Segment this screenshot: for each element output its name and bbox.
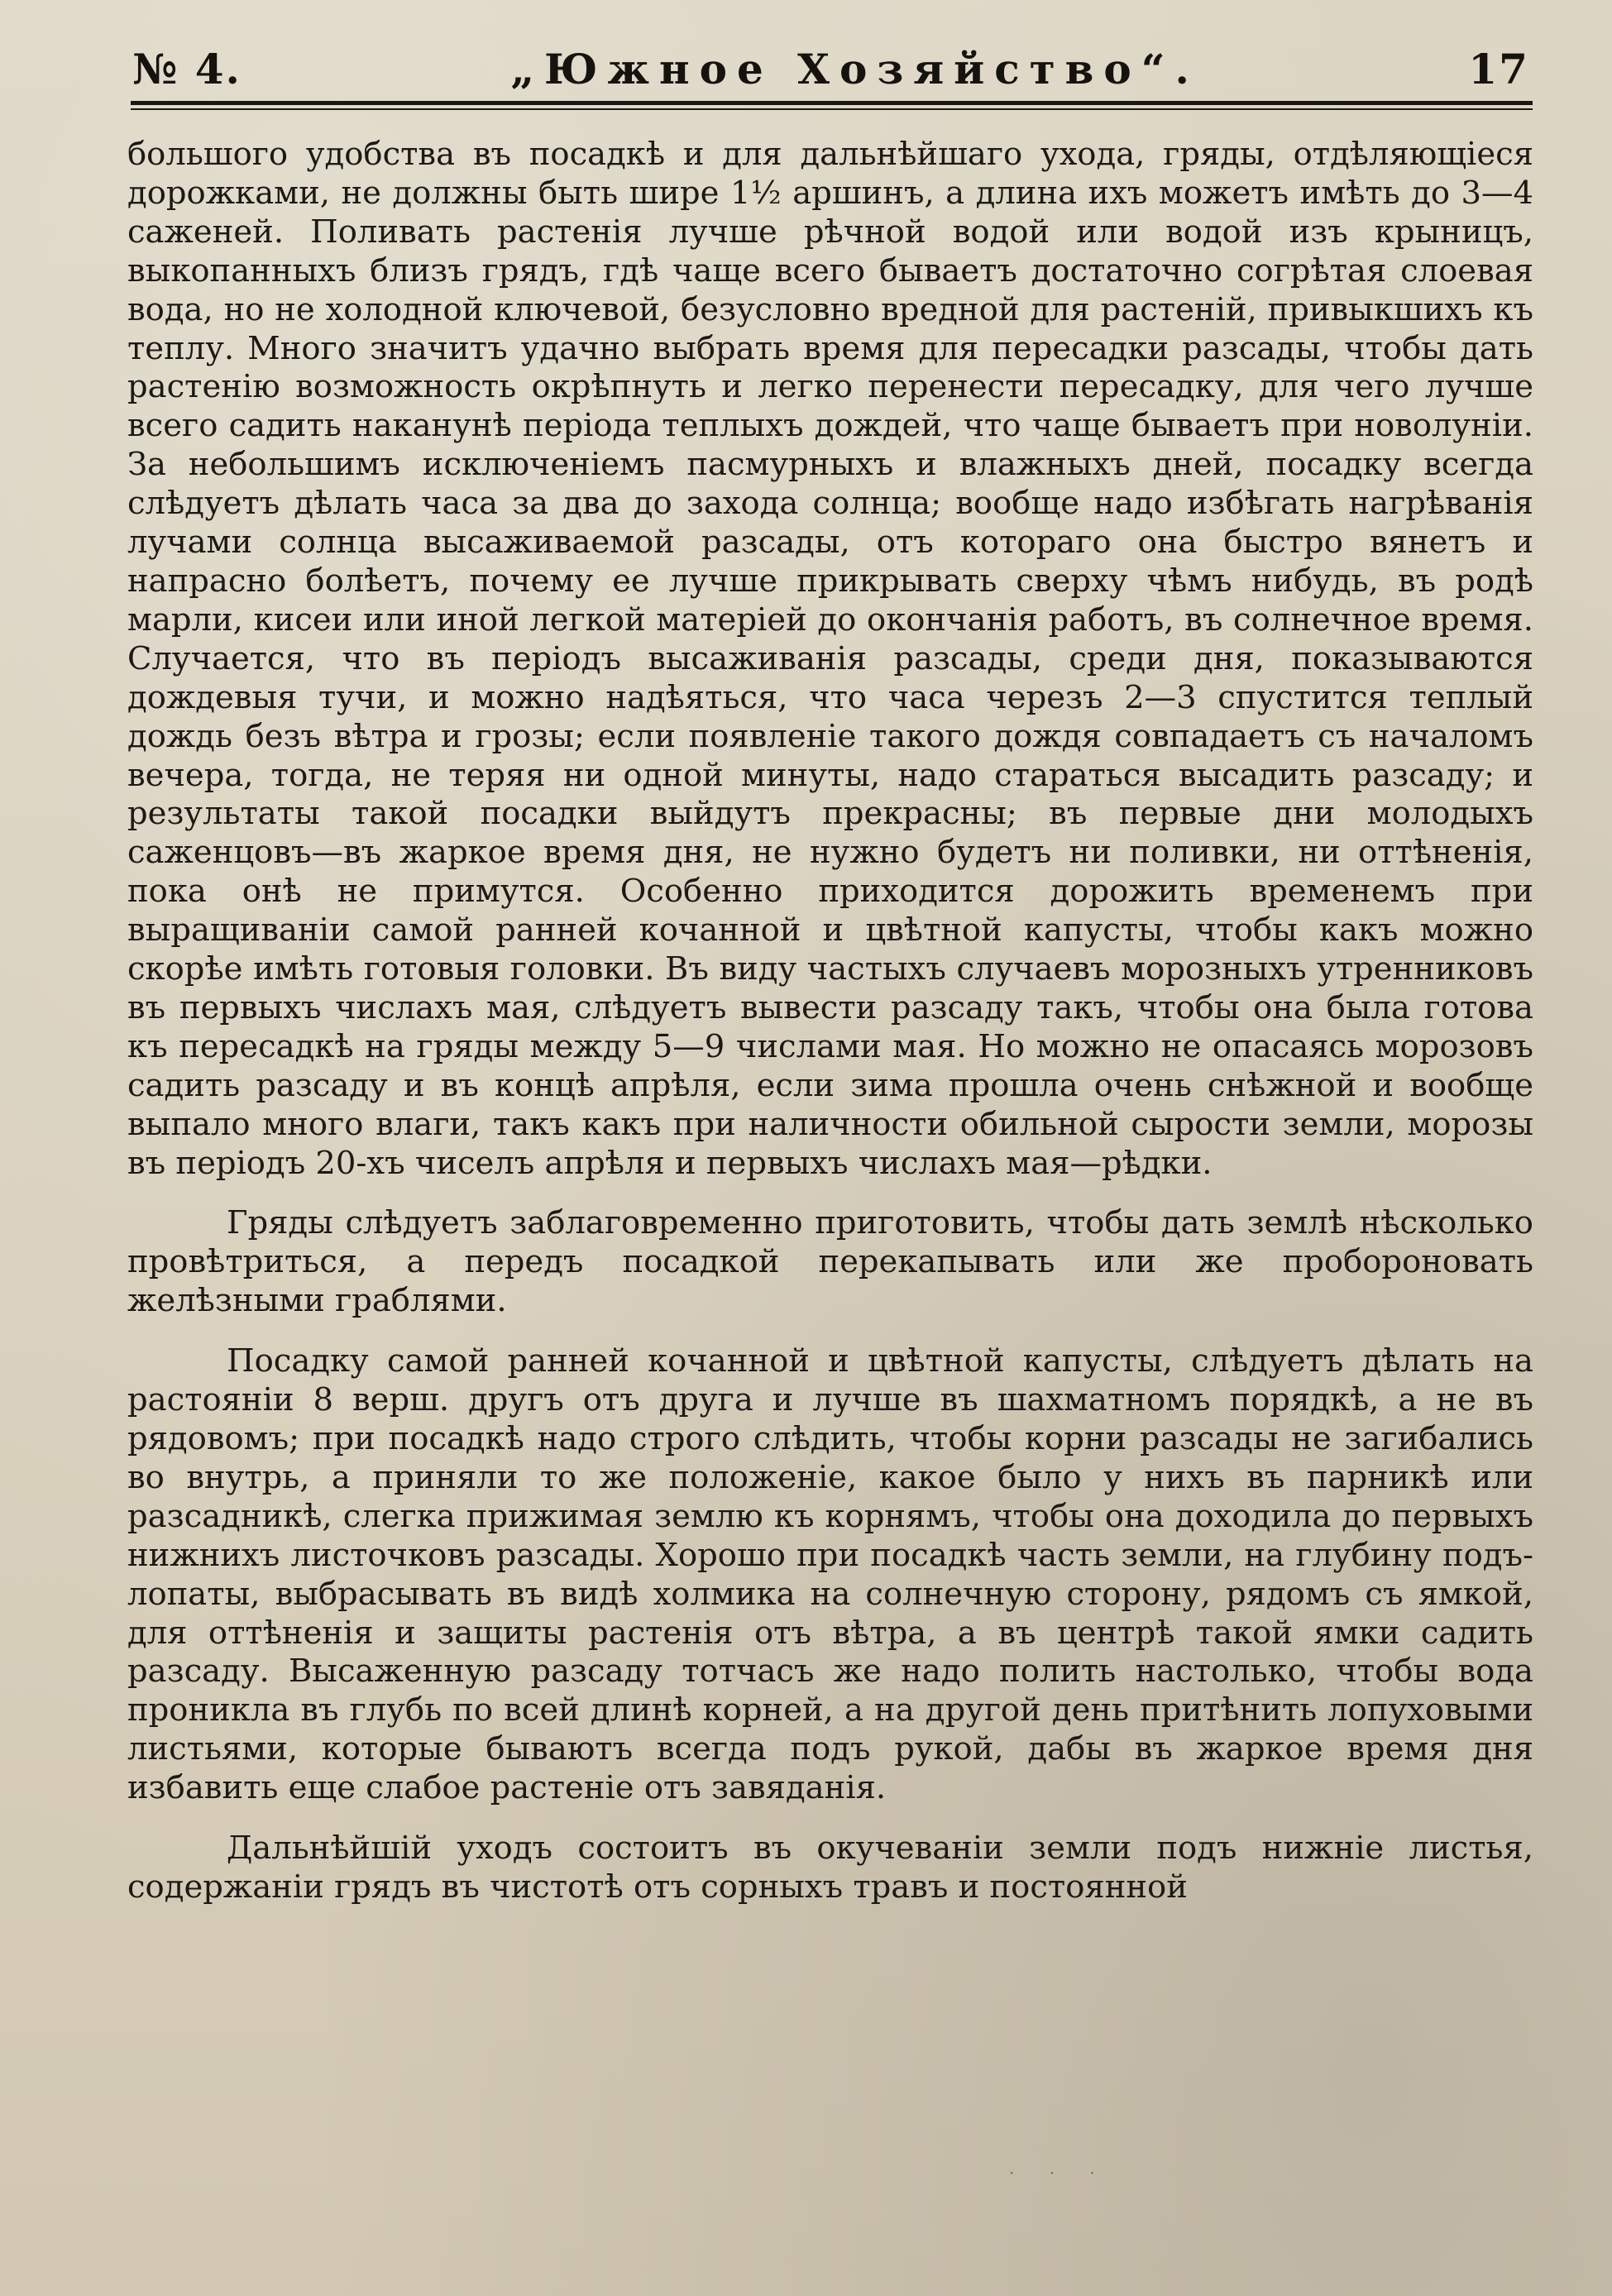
- paragraph: Гряды слѣдуетъ заблаговременно приготовить, чтобы дать землѣ нѣсколько провѣтриться, а передъ посадкой перекапывать или же пробороновать желѣзными граблями.: [127, 1204, 1533, 1320]
- article-body: [127, 136, 1533, 1907]
- page-number: 17: [1468, 45, 1529, 93]
- paragraph-continued: большого удобства въ посадкѣ и для дальнѣйшаго ухода, гряды, отдѣляющіеся дорожками, не должны быть шире 1½ аршинъ, а длина ихъ можетъ имѣть до 3—4 саженей. Поливать растенія лучше рѣчной водой или водой изъ крыницъ, выкопанныхъ близъ грядъ, гдѣ чаще всего бываетъ достаточно согрѣтая слоевая вода, но не холодной ключевой, безусловно вредной для растеній, привыкшихъ къ теплу. Много значитъ удачно выбрать время для пересадки разсады, чтобы дать растенію возможность окрѣпнуть и легко перенести пересадку, для чего лучше всего садить наканунѣ періода теплыхъ дождей, что чаще бываетъ при новолуніи. За небольшимъ исключеніемъ пасмурныхъ и влажныхъ дней, посадку всегда слѣдуетъ дѣлать часа за два до захода солнца; вообще надо избѣгать нагрѣванія лучами солнца высаживаемой разсады, отъ котораго она быстро вянетъ и напрасно болѣетъ, почему ее лучше прикрывать сверху чѣмъ нибудь, въ родѣ марли, кисеи или иной легкой матеріей до окончанія работъ, въ солнечное время. Случается, что въ періодъ высаживанія разсады, среди дня, показываются дождевыя тучи, и можно надѣяться, что часа черезъ 2—3 спустится теплый дождь безъ вѣтра и грозы; если появленіе такого дождя совпадаетъ съ началомъ вечера, тогда, не теряя ни одной минуты, надо стараться высадить разсаду; и результаты такой посадки выйдутъ прекрасны; въ первые дни молодыхъ саженцовъ—въ жаркое время дня, не нужно будетъ ни поливки, ни оттѣненія, пока онѣ не примутся. Особенно приходится дорожить временемъ при выращиваніи самой ранней кочанной и цвѣтной капусты, чтобы какъ можно скорѣе имѣть готовыя головки. Въ виду частыхъ случаевъ морозныхъ утренниковъ въ первыхъ числахъ мая, слѣдуетъ вывести разсаду такъ, чтобы она была готова къ пересадкѣ на гряды между 5—9 числами мая. Но можно не опасаясь морозовъ садить разсаду и въ концѣ апрѣля, если зима прошла очень снѣжной и вообще выпало много влаги, такъ какъ при наличности обильной сырости земли, морозы въ періодъ 20-хъ чиселъ апрѣля и первыхъ числахъ мая—рѣдки.: [127, 136, 1533, 1182]
- issue-number: № 4.: [132, 45, 242, 93]
- running-header: [132, 45, 1529, 103]
- paragraph: Посадку самой ранней кочанной и цвѣтной капусты, слѣдуетъ дѣлать на растояніи 8 верш. другъ отъ друга и лучше въ шахматномъ порядкѣ, а не въ рядовомъ; при посадкѣ надо строго слѣдить, чтобы корни разсады не загибались во внутрь, а приняли то же положеніе, какое было у нихъ въ парникѣ или разсадникѣ, слегка прижимая землю къ корнямъ, чтобы она доходила до первыхъ нижнихъ листочковъ разсады. Хорошо при посадкѣ часть земли, на глубину подъ-лопаты, выбрасывать въ видѣ холмика на солнечную сторону, рядомъ съ ямкой, для оттѣненія и защиты растенія отъ вѣтра, а въ центрѣ такой ямки садить разсаду. Высаженную разсаду тотчасъ же надо полить настолько, чтобы вода проникла въ глубь по всей длинѣ корней, а на другой день притѣнить лопуховыми листьями, которые бываютъ всегда подъ рукой, дабы въ жаркое время дня избавить еще слабое растеніе отъ завяданія.: [127, 1342, 1533, 1807]
- journal-title: „Южное Хозяйство“.: [510, 45, 1199, 93]
- header-rule-thin: [131, 108, 1533, 110]
- header-rule-thick: [131, 101, 1533, 105]
- print-specks: · · ·: [1009, 2163, 1110, 2183]
- paragraph-truncated: Дальнѣйшій уходъ состоитъ въ окучеваніи земли подъ нижніе листья, содержаніи грядъ въ чистотѣ отъ сорныхъ травъ и постоянной: [127, 1830, 1533, 1906]
